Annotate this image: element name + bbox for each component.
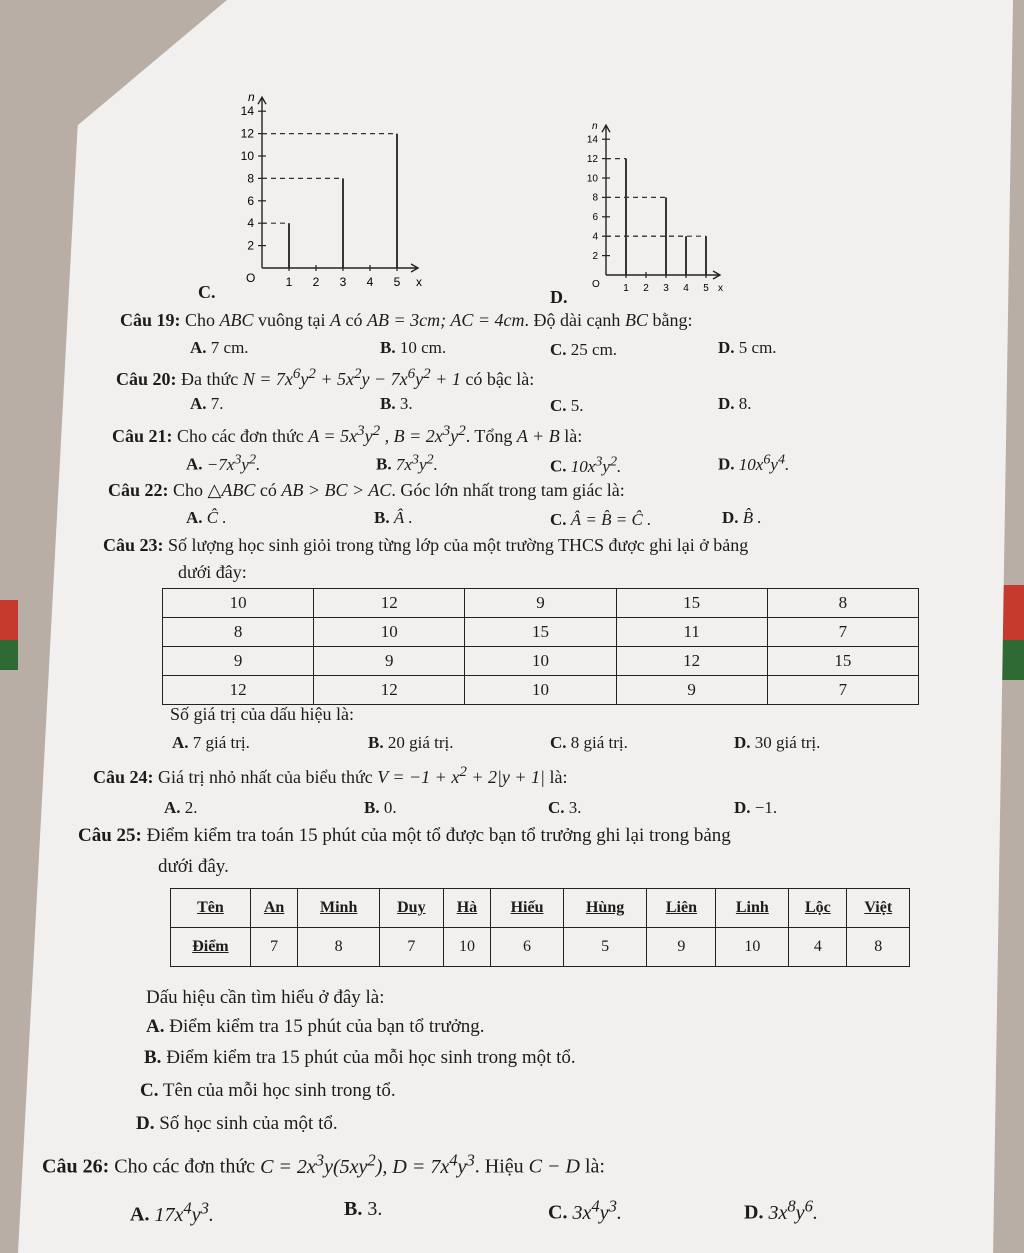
option-b: B. Â . xyxy=(374,508,413,527)
table-cell: 11 xyxy=(616,618,767,647)
option-c: C. 25 cm. xyxy=(550,340,618,359)
question-24 xyxy=(93,764,568,788)
y-tick-label: 8 xyxy=(592,192,598,204)
question-text: là: xyxy=(549,767,568,787)
math-expr: $N = 7x^6y^2 + 5x^2y - 7x^6y^2 + 1$ xyxy=(242,366,461,389)
table-cell: 9 xyxy=(647,928,716,967)
table-cell: 10 xyxy=(314,618,465,647)
y-tick-label: 14 xyxy=(586,134,598,146)
x-tick-label: 2 xyxy=(643,283,649,294)
math-expr: C − D xyxy=(528,1155,580,1178)
math-expr: ABC xyxy=(219,310,254,330)
x-tick-label: 5 xyxy=(703,283,709,294)
y-tick-label: 12 xyxy=(586,153,598,165)
table-cell: Linh xyxy=(716,889,789,928)
table-cell: 9 xyxy=(616,676,767,705)
table-cell: 10 xyxy=(163,589,314,618)
table-cell: 12 xyxy=(314,676,465,705)
question-text: dưới đây: xyxy=(178,562,247,582)
option-a: A. Ĉ . xyxy=(186,508,227,527)
table-cell: Lộc xyxy=(789,889,847,928)
option-d: D. −1. xyxy=(734,798,778,817)
question-text: có xyxy=(259,480,277,500)
table-cell: 6 xyxy=(491,928,564,967)
question-text: Cho xyxy=(173,480,204,500)
table-cell: 7 xyxy=(250,928,297,967)
table-row xyxy=(163,647,919,676)
question-text: Đa thức xyxy=(181,369,239,389)
table-cell: 15 xyxy=(616,589,767,618)
math-expr: $V = -1 + x^2 + 2|y + 1|$ xyxy=(377,764,546,787)
chart-c-label: C. xyxy=(198,282,216,302)
option-b: B. 10 cm. xyxy=(380,338,447,357)
option-b: B. Điểm kiểm tra 15 phút của mỗi học sinh trong một tổ. xyxy=(144,1047,576,1068)
question-text: có xyxy=(345,310,363,330)
table-cell: 7 xyxy=(380,928,444,967)
x-tick-label: 4 xyxy=(366,275,374,289)
math-expr: AB > BC > AC xyxy=(281,480,392,500)
table-cell: 15 xyxy=(465,618,616,647)
table-cell: 8 xyxy=(847,928,910,967)
question-label: Câu 26: xyxy=(42,1155,110,1178)
table-cell: 10 xyxy=(716,928,789,967)
question-label: Câu 25: xyxy=(78,825,142,846)
question-text: Cho các đơn thức xyxy=(114,1155,256,1178)
option-a: A. Điểm kiểm tra 15 phút của bạn tổ trưởng. xyxy=(146,1016,485,1037)
option-d: D. 8. xyxy=(718,394,752,413)
option-b: B. 3. xyxy=(344,1198,383,1220)
question-25 xyxy=(78,825,731,847)
option-c: C. $3x^4y^3$. xyxy=(548,1196,622,1224)
question-22 xyxy=(108,480,625,501)
table-cell: 9 xyxy=(163,647,314,676)
question-label: Câu 23: xyxy=(103,535,164,555)
table-cell: 8 xyxy=(767,589,918,618)
question-prompt: Dấu hiệu cần tìm hiểu ở đây là: xyxy=(146,987,385,1008)
class-students-table xyxy=(162,588,919,705)
option-d: D. $10x^6y^4$. xyxy=(718,451,790,474)
option-d: D. $3x^8y^6$. xyxy=(744,1196,818,1224)
question-label: Câu 21: xyxy=(112,426,173,446)
math-expr: BC xyxy=(624,310,648,330)
question-19 xyxy=(120,310,692,331)
table-cell: Liên xyxy=(647,889,716,928)
question-label: Câu 22: xyxy=(108,480,169,500)
option-a: A. $17x^4y^3$. xyxy=(130,1198,214,1226)
y-tick-label: 12 xyxy=(240,126,254,141)
table-cell: 8 xyxy=(298,928,380,967)
table-cell: 9 xyxy=(465,589,616,618)
question-23 xyxy=(103,535,748,556)
question-prompt: Số giá trị của dấu hiệu là: xyxy=(170,704,354,724)
table-cell: Duy xyxy=(380,889,444,928)
x-axis-label: x xyxy=(718,283,723,294)
y-tick-label: 10 xyxy=(586,173,598,185)
option-c: C. Â = B̂ = Ĉ . xyxy=(550,510,652,529)
table-cell: 12 xyxy=(314,589,465,618)
question-text: Điểm kiểm tra toán 15 phút của một tổ được bạn tổ trưởng ghi lại trong bảng xyxy=(146,825,731,846)
option-b: B. 0. xyxy=(364,798,397,817)
question-text: Cho xyxy=(185,310,216,330)
option-b: B. 3. xyxy=(380,394,413,413)
question-text: . Tổng xyxy=(465,426,513,446)
x-tick-label: 1 xyxy=(285,275,293,289)
option-c: C. 8 giá trị. xyxy=(550,733,628,752)
question-text: vuông tại xyxy=(258,310,326,330)
x-tick-label: 1 xyxy=(623,283,629,294)
table-cell: 7 xyxy=(767,676,918,705)
y-tick-label: 4 xyxy=(592,231,598,243)
x-tick-label: 4 xyxy=(683,283,689,294)
table-cell: Việt xyxy=(847,889,910,928)
option-c: C. 3. xyxy=(548,798,582,817)
y-tick-label: 8 xyxy=(247,171,254,186)
table-cell: Minh xyxy=(298,889,380,928)
question-26 xyxy=(42,1150,605,1179)
bar-chart-c xyxy=(220,70,460,295)
option-c: C. 5. xyxy=(550,396,584,415)
table-row xyxy=(171,889,910,928)
math-expr: A + B xyxy=(516,426,560,446)
question-text: là: xyxy=(584,1155,605,1178)
table-cell: 10 xyxy=(443,928,490,967)
math-expr: AB = 3cm; AC = 4cm xyxy=(367,310,525,330)
question-text: là: xyxy=(564,426,583,446)
question-text: có bậc là: xyxy=(465,369,535,389)
math-expr: △ABC xyxy=(207,480,256,500)
option-b: B. $7x^3y^2$. xyxy=(376,451,438,474)
table-cell: 9 xyxy=(314,647,465,676)
question-text: bằng: xyxy=(652,310,693,330)
table-row xyxy=(171,928,910,967)
y-tick-label: 6 xyxy=(247,193,254,208)
x-tick-label: 3 xyxy=(339,275,347,289)
x-tick-label: 5 xyxy=(393,275,401,289)
table-cell: 10 xyxy=(465,647,616,676)
question-label: Câu 19: xyxy=(120,310,181,330)
table-cell: 4 xyxy=(789,928,847,967)
y-tick-label: 2 xyxy=(247,238,254,253)
y-tick-label: 2 xyxy=(592,250,598,262)
table-row xyxy=(163,676,919,705)
option-c: C. Tên của mỗi học sinh trong tổ. xyxy=(140,1080,396,1101)
table-row xyxy=(163,618,919,647)
question-21 xyxy=(112,423,582,447)
y-tick-label: 10 xyxy=(240,149,254,163)
x-tick-label: 3 xyxy=(663,283,669,294)
table-cell: Hùng xyxy=(563,889,647,928)
cloth-stripe xyxy=(0,600,18,640)
question-text: Cho các đơn thức xyxy=(177,426,304,446)
table-cell: 10 xyxy=(465,676,616,705)
chart-d-label: D. xyxy=(550,287,568,307)
option-a: A. 7. xyxy=(190,394,224,413)
option-a: A. 7 cm. xyxy=(190,338,249,357)
table-cell: Hiếu xyxy=(491,889,564,928)
option-d: D. Số học sinh của một tổ. xyxy=(136,1113,338,1134)
table-cell: Điểm xyxy=(171,928,251,967)
question-text: dưới đây. xyxy=(158,856,229,877)
option-d: D. 30 giá trị. xyxy=(734,733,821,752)
origin-label: O xyxy=(246,271,256,285)
table-cell: 8 xyxy=(163,618,314,647)
table-cell: 15 xyxy=(767,647,918,676)
option-a: A. 7 giá trị. xyxy=(172,733,250,752)
question-text: Số lượng học sinh giỏi trong từng lớp của một trường THCS được ghi lại ở bảng xyxy=(168,535,749,555)
question-label: Câu 20: xyxy=(116,369,177,389)
option-a: A. $-7x^3y^2$. xyxy=(186,451,261,474)
y-axis-label: n xyxy=(248,90,255,105)
table-cell: Tên xyxy=(171,889,251,928)
table-cell: 7 xyxy=(767,618,918,647)
table-cell: 5 xyxy=(563,928,647,967)
y-tick-label: 6 xyxy=(592,212,598,224)
x-axis-label: x xyxy=(416,275,422,289)
y-tick-label: 14 xyxy=(240,104,254,119)
x-tick-label: 2 xyxy=(312,275,320,289)
table-cell: 12 xyxy=(163,676,314,705)
option-d: D. 5 cm. xyxy=(718,338,777,357)
table-cell: 12 xyxy=(616,647,767,676)
table-cell: Hà xyxy=(443,889,490,928)
question-20 xyxy=(116,366,534,390)
math-expr: A xyxy=(330,310,342,330)
math-expr: $C = 2x^3y(5xy^2)$, $D = 7x^4y^3$ xyxy=(260,1150,475,1178)
y-axis-label: n xyxy=(592,121,598,133)
question-text: Giá trị nhỏ nhất của biểu thức xyxy=(158,767,373,787)
origin-label: O xyxy=(592,279,600,290)
option-c: C. $10x^3y^2$. xyxy=(550,453,622,476)
question-text: . Độ dài cạnh xyxy=(524,310,621,330)
option-d: D. B̂ . xyxy=(722,508,762,527)
question-text: . Hiệu xyxy=(474,1155,524,1178)
option-a: A. 2. xyxy=(164,798,198,817)
math-expr: $A = 5x^3y^2$ , $B = 2x^3y^2$ xyxy=(308,423,466,446)
option-b: B. 20 giá trị. xyxy=(368,733,454,752)
table-cell: An xyxy=(250,889,297,928)
bar-chart-d xyxy=(570,105,770,295)
question-text: . Góc lớn nhất trong tam giác là: xyxy=(391,480,625,500)
question-label: Câu 24: xyxy=(93,767,154,787)
y-tick-label: 4 xyxy=(247,216,254,231)
cloth-stripe xyxy=(0,640,18,670)
scores-table xyxy=(170,888,910,967)
table-row xyxy=(163,589,919,618)
